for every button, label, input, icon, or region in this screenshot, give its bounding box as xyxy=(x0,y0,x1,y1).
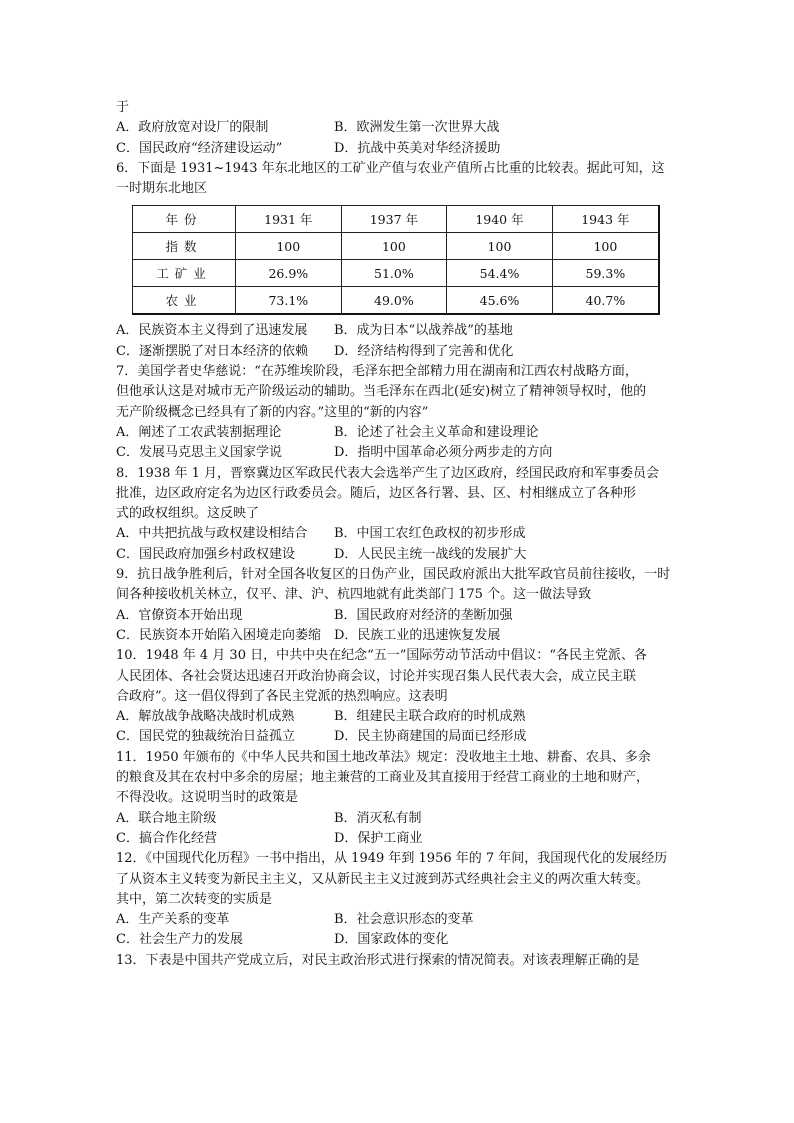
q9-option-d: D．民族工业的迅速恢复发展 xyxy=(334,627,501,643)
table-header-cell: 1943 年 xyxy=(552,206,659,233)
q12-option-c: C．社会生产力的发展 xyxy=(116,932,243,948)
q10-options-row-1 xyxy=(116,707,691,727)
q6-text-line-1: 6．下面是 1931~1943 年东北地区的工矿业产值与农业产值所占比重的比较表。据此可知，这 xyxy=(116,160,665,176)
q12-options-row-1 xyxy=(116,910,691,930)
q8-text-line-2: 批准，边区政府定名为边区行政委员会。随后，边区各行署、县、区、村相继成立了各种形 xyxy=(116,485,637,501)
q10-option-b: B．组建民主联合政府的时机成熟 xyxy=(334,709,526,725)
q8-option-b: B．中国工农红色政权的初步形成 xyxy=(334,526,526,542)
table-row xyxy=(133,260,660,287)
table-header-cell: 1937 年 xyxy=(341,206,447,233)
q7-options-row-1 xyxy=(116,423,691,443)
q7-options-row-2 xyxy=(116,443,691,463)
q6-option-a: A．民族资本主义得到了迅速发展 xyxy=(116,323,308,339)
q12-option-b: B．社会意识形态的变革 xyxy=(334,912,474,928)
table-row xyxy=(133,233,660,260)
q11-options-row-2 xyxy=(116,829,691,849)
exam-page xyxy=(116,98,691,971)
q6-option-c: C．逐渐摆脱了对日本经济的依赖 xyxy=(116,343,308,359)
table-cell: 59.3% xyxy=(552,260,659,287)
q7-option-d: D．指明中国革命必须分两步走的方向 xyxy=(334,445,553,461)
table-cell: 指数 xyxy=(133,233,236,260)
table-cell: 工矿业 xyxy=(133,260,236,287)
q11-text-line-1: 11．1950 年颁布的《中华人民共和国土地改革法》规定：没收地主土地、耕畜、农具、多余 xyxy=(116,749,651,765)
q7-text-line-2: 但他承认这是对城市无产阶级运动的辅助。当毛泽东在西北(延安)树立了精神领导权时，他的 xyxy=(116,384,647,400)
q12-option-d: D．国家政体的变化 xyxy=(334,932,449,948)
q6-options-row-1 xyxy=(116,321,691,341)
q7-option-c: C．发展马克思主义国家学说 xyxy=(116,445,282,461)
q8-option-a: A．中共把抗战与政权建设相结合 xyxy=(116,526,308,542)
q12-text-line-1: 12．《中国现代化历程》一书中指出，从 1949 年到 1956 年的 7 年间，我国现代化的发展经历 xyxy=(116,851,668,867)
table-row xyxy=(133,287,660,315)
table-cell: 100 xyxy=(236,233,342,260)
q13-text-line-1: 13．下表是中国共产党成立后，对民主政治形式进行探索的情况简表。对该表理解正确的是 xyxy=(116,952,640,968)
table-cell: 农业 xyxy=(133,287,236,315)
q5-options-row-1 xyxy=(116,118,691,138)
q5-option-c: C．国民政府“经济建设运动” xyxy=(116,140,283,156)
q7-text-line-1: 7．美国学者史华慈说：“在苏维埃阶段，毛泽东把全部精力用在湖南和江西农村战略方面， xyxy=(116,364,638,380)
q7-option-a: A．阐述了工农武装割据理论 xyxy=(116,424,282,440)
q8-text-line-1: 8．1938 年 1 月，晋察冀边区军政民代表大会选举产生了边区政府，经国民政府和军事委员会 xyxy=(116,465,660,481)
q11-option-c: C．搞合作化经营 xyxy=(116,830,217,846)
q8-option-c: C．国民政府加强乡村政权建设 xyxy=(116,546,295,562)
table-cell: 40.7% xyxy=(552,287,659,315)
q7-text-line-3: 无产阶级概念已经具有了新的内容。”这里的“新的内容” xyxy=(116,404,429,420)
q11-text-line-2: 的粮食及其在农村中多余的房屋；地主兼营的工商业及其直接用于经营工商业的土地和财产， xyxy=(116,770,650,786)
q10-text-line-3: 合政府”。这一倡仪得到了各民主党派的热烈响应。这表明 xyxy=(116,688,448,704)
q9-option-c: C．民族资本开始陷入困境走向萎缩 xyxy=(116,627,321,643)
q6-text-line-2: 一时期东北地区 xyxy=(116,181,208,197)
table-cell: 26.9% xyxy=(236,260,342,287)
table-cell: 51.0% xyxy=(341,260,447,287)
q10-options-row-2 xyxy=(116,727,691,747)
q8-options-row-2 xyxy=(116,545,691,565)
q8-options-row-1 xyxy=(116,524,691,544)
q11-text-line-3: 不得没收。这说明当时的政策是 xyxy=(116,790,299,806)
table-cell: 54.4% xyxy=(447,260,553,287)
q12-option-a: A．生产关系的变革 xyxy=(116,912,230,928)
q6-option-b: B．成为日本“以战养战”的基地 xyxy=(334,323,513,339)
table-cell: 100 xyxy=(552,233,659,260)
q8-text-line-3: 式的政权组织。这反映了 xyxy=(116,506,260,522)
table-cell: 45.6% xyxy=(447,287,553,315)
q10-text-line-1: 10．1948 年 4 月 30 日，中共中央在纪念“五一”国际劳动节活动中倡议：“各民主党派、各 xyxy=(116,648,648,664)
q6-option-d: D．经济结构得到了完善和优化 xyxy=(334,343,514,359)
q12-text-line-2: 了从资本主义转变为新民主主义，又从新民主主义过渡到苏式经典社会主义的两次重大转变。 xyxy=(116,871,650,887)
q10-option-a: A．解放战争战略决战时机成熟 xyxy=(116,709,295,725)
q5-option-a: A．政府放宽对设厂的限制 xyxy=(116,120,269,136)
table-cell: 100 xyxy=(341,233,447,260)
q12-options-row-2 xyxy=(116,930,691,950)
q9-text-line-2: 间各种接收机关林立，仅平、津、沪、杭四地就有此类部门 175 个。这一做法导致 xyxy=(116,587,592,603)
table-header-cell: 1931 年 xyxy=(236,206,342,233)
table-cell: 100 xyxy=(447,233,553,260)
q10-option-c: C．国民党的独裁统治日益孤立 xyxy=(116,729,295,745)
q9-options-row-1 xyxy=(116,606,691,626)
table-cell: 49.0% xyxy=(341,287,447,315)
q9-options-row-2 xyxy=(116,626,691,646)
q6-table xyxy=(132,205,660,315)
q5-tail-text: 于 xyxy=(116,100,130,115)
q7-option-b: B．论述了社会主义革命和建设理论 xyxy=(334,424,539,440)
q8-option-d: D．人民民主统一战线的发展扩大 xyxy=(334,546,527,562)
q5-option-d: D．抗战中英美对华经济援助 xyxy=(334,140,501,156)
q10-option-d: D．民主协商建国的局面已经形成 xyxy=(334,729,527,745)
table-header-row xyxy=(133,206,660,233)
q10-text-line-2: 人民团体、各社会贤达迅速召开政治协商会议，讨论并实现召集人民代表大会，成立民主联 xyxy=(116,668,637,684)
q11-options-row-1 xyxy=(116,809,691,829)
q5-option-b: B．欧洲发生第一次世界大战 xyxy=(334,120,500,136)
q9-option-b: B．国民政府对经济的垄断加强 xyxy=(334,607,513,623)
table-header-cell: 年份 xyxy=(133,206,236,233)
q12-text-line-3: 其中，第二次转变的实质是 xyxy=(116,891,273,907)
table-header-cell: 1940 年 xyxy=(447,206,553,233)
q9-text-line-1: 9．抗日战争胜利后，针对全国各收复区的日伪产业，国民政府派出大批军政官员前往接收，一时 xyxy=(116,567,671,583)
q6-options-row-2 xyxy=(116,342,691,362)
table-cell: 73.1% xyxy=(236,287,342,315)
q9-option-a: A．官僚资本开始出现 xyxy=(116,607,243,623)
q11-option-d: D．保护工商业 xyxy=(334,830,423,846)
q11-option-a: A．联合地主阶级 xyxy=(116,810,217,826)
q5-options-row-2 xyxy=(116,139,691,159)
q11-option-b: B．消灭私有制 xyxy=(334,810,422,826)
